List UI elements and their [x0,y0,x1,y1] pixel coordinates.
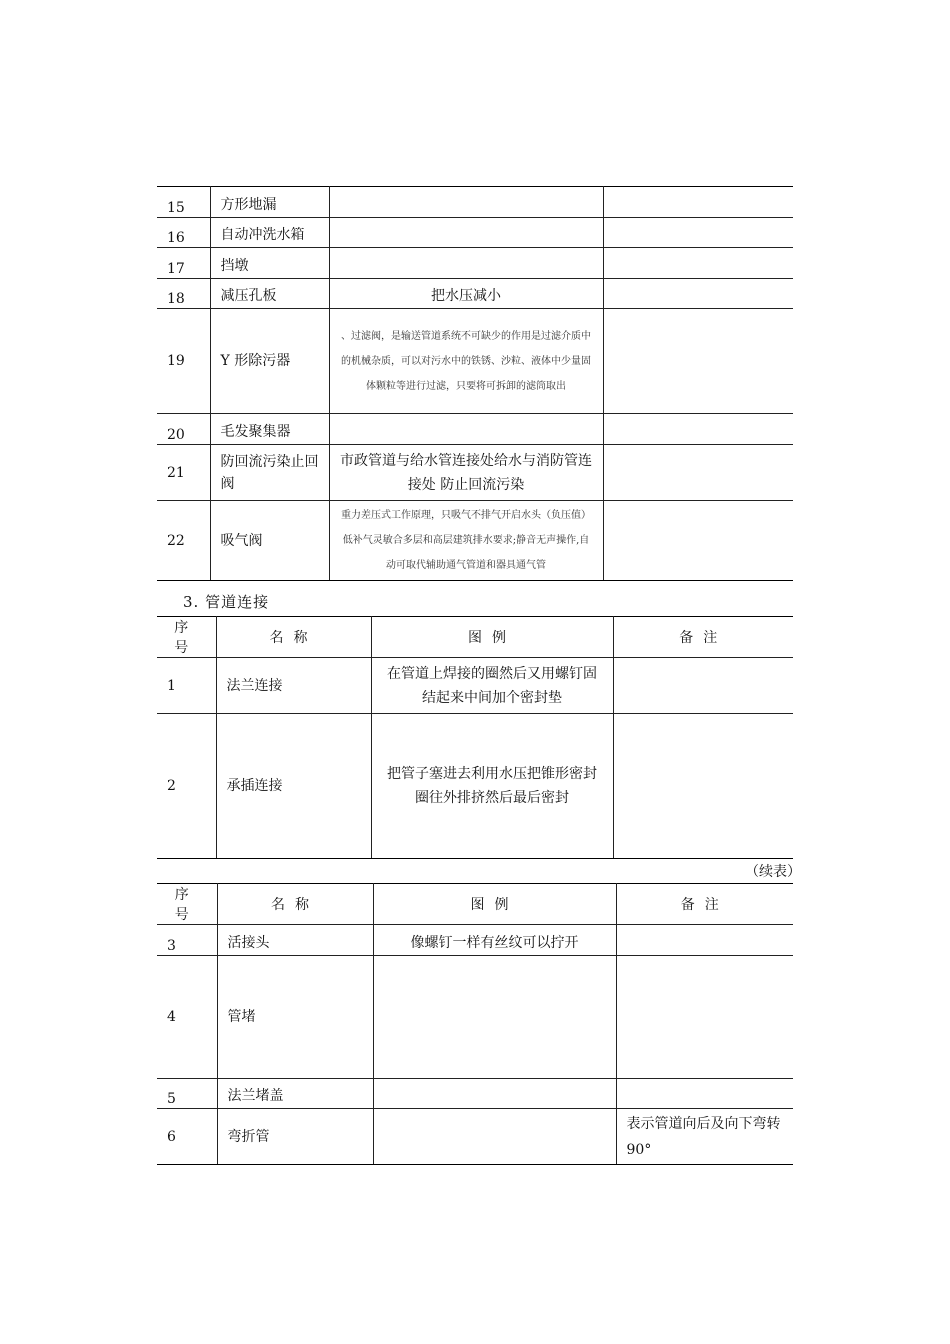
fixtures-table [157,186,793,581]
table-row [157,658,793,714]
row-number: 19 [157,309,210,414]
table-row [157,187,793,218]
item-description: 在管道上焊接的圈然后又用螺钉固结起来中间加个密封垫 [371,658,613,714]
item-name: Y 形除污器 [210,309,329,414]
item-note [603,501,793,581]
item-description [373,1079,616,1109]
item-name: 方形地漏 [210,187,329,218]
table-row [157,279,793,309]
item-name: 管堵 [217,956,373,1079]
table-row [157,1079,793,1109]
item-note [613,714,793,859]
item-note [616,925,793,956]
item-note [603,218,793,248]
item-name: 毛发聚集器 [210,414,329,445]
item-name: 法兰连接 [216,658,371,714]
row-number: 16 [157,218,210,248]
item-note [603,248,793,279]
item-note [603,445,793,501]
continued-label: （续表） [745,864,801,880]
row-number: 2 [157,714,216,859]
item-name: 法兰堵盖 [217,1079,373,1109]
item-note [603,309,793,414]
table-row [157,309,793,414]
table-row [157,1109,793,1165]
header-figure: 图例 [371,617,613,658]
row-number: 17 [157,248,210,279]
header-name: 名称 [216,617,371,658]
row-number: 20 [157,414,210,445]
item-description: 重力差压式工作原理，只吸气不排气开启水头（负压值）低补气灵敏合多层和高层建筑排水要求;静音无声操作,自动可取代辅助通气管道和器具通气管 [329,501,603,581]
item-name: 减压孔板 [210,279,329,309]
item-note [603,279,793,309]
row-number: 3 [157,925,217,956]
header-figure: 图例 [373,884,616,925]
row-number: 21 [157,445,210,501]
item-note [603,414,793,445]
header-note: 备注 [613,617,793,658]
item-name: 自动冲洗水箱 [210,218,329,248]
row-number: 1 [157,658,216,714]
item-note [616,956,793,1079]
table-row [157,218,793,248]
table-row [157,501,793,581]
row-number: 15 [157,187,210,218]
table-row [157,414,793,445]
item-description: 、过滤阀，是输送管道系统不可缺少的作用是过滤介质中的机械杂质，可以对污水中的铁锈、沙粒、液体中少量固体颗粒等进行过滤，只要将可拆卸的滤筒取出 [329,309,603,414]
item-note: 表示管道向后及向下弯转 90° [616,1109,793,1165]
pipe-connection-table [157,616,793,859]
item-description: 把水压减小 [329,279,603,309]
item-description: 把管子塞进去利用水压把锥形密封圈往外排挤然后最后密封 [371,714,613,859]
table-row [157,956,793,1079]
row-number: 6 [157,1109,217,1165]
row-number: 18 [157,279,210,309]
item-note [616,1079,793,1109]
table-row [157,714,793,859]
header-name: 名称 [217,884,373,925]
row-number: 5 [157,1079,217,1109]
row-number: 4 [157,956,217,1079]
item-description [329,414,603,445]
item-note [613,658,793,714]
table-row [157,445,793,501]
item-description: 市政管道与给水管连接处给水与消防管连接处 防止回流污染 [329,445,603,501]
item-name: 挡墩 [210,248,329,279]
item-description [373,1109,616,1165]
pipe-connection-table-continued [157,883,793,1165]
item-name: 承插连接 [216,714,371,859]
item-description [329,187,603,218]
table-header-row [157,884,793,925]
item-description [329,218,603,248]
item-note [603,187,793,218]
section-title: 3. 管道连接 [183,593,270,611]
table-header-row [157,617,793,658]
item-name: 活接头 [217,925,373,956]
table-row [157,925,793,956]
header-note: 备注 [616,884,793,925]
row-number: 22 [157,501,210,581]
item-name: 弯折管 [217,1109,373,1165]
item-name: 吸气阀 [210,501,329,581]
item-description: 像螺钉一样有丝纹可以拧开 [373,925,616,956]
item-description [329,248,603,279]
item-name: 防回流污染止回阀 [210,445,329,501]
header-number: 序号 [157,617,216,658]
table-row [157,248,793,279]
header-number: 序号 [157,884,217,925]
item-description [373,956,616,1079]
